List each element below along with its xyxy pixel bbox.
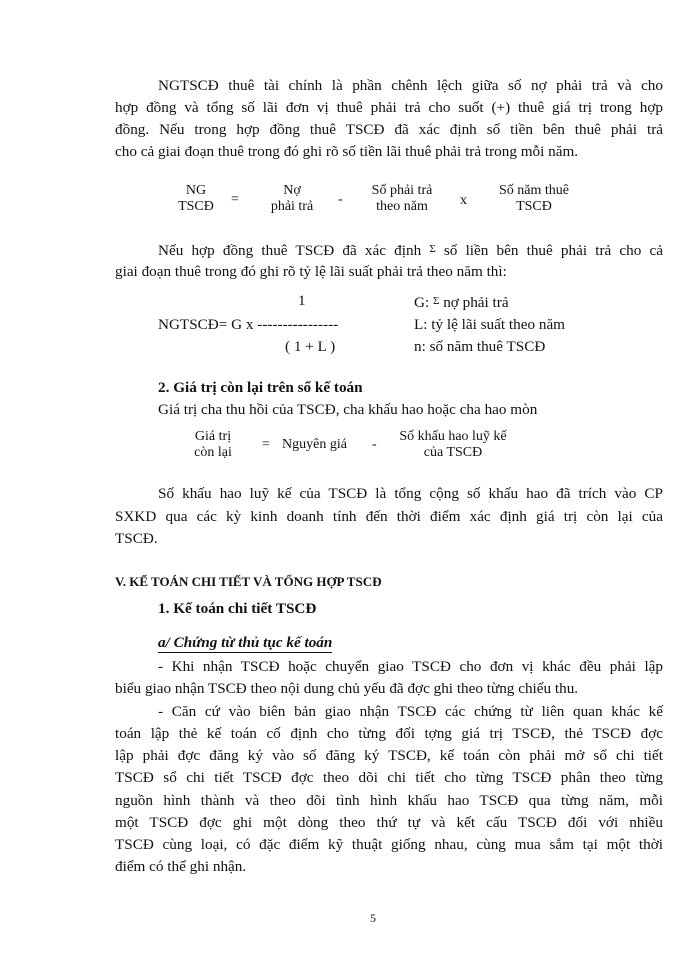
sectionV-line-8: một TSCĐ đợc ghi một dòng theo thứ tự và kết cấu TSCĐ đối với nhiều xyxy=(115,814,663,831)
sectionV-line-6: TSCĐ sổ chi tiết TSCĐ đợc theo dõi chi tiết cho từng TSCĐ phân theo từng xyxy=(115,769,663,786)
formula1-term1-bottom: phải trả xyxy=(270,199,314,214)
formula3-lhs-top: Giá trị xyxy=(194,429,232,444)
section2-heading: 2. Giá trị còn lại trên sổ kế toán xyxy=(158,379,363,396)
para3-line-2: SXKD qua các kỳ kinh doanh tính đến thời điểm xác định giá trị còn lại của xyxy=(115,508,663,525)
intro-line-1: NGTSCĐ thuê tài chính là phần chênh lệch giữa số nợ phải trả và cho xyxy=(158,77,663,94)
section2-subline: Giá trị cha thu hồi của TSCĐ, cha khấu hao hoặc cha hao mòn xyxy=(158,401,538,418)
formula2-numerator: 1 xyxy=(298,292,306,309)
formula1-term3-bottom: TSCĐ xyxy=(516,199,552,214)
formula2-main: NGTSCĐ= G x ---------------- xyxy=(158,316,339,333)
page-number: 5 xyxy=(370,911,376,925)
formula2-legend-g: G: Σ nợ phải trả xyxy=(414,294,509,311)
sectionV-suba: a/ Chứng từ thủ tục kế toán xyxy=(158,634,333,651)
formula1-term2-top: Số phải trả xyxy=(371,183,433,198)
formula1-equals: = xyxy=(231,192,239,207)
sigma-symbol: Σ xyxy=(429,243,436,255)
formula1-term3-top: Số năm thuê xyxy=(499,183,569,198)
sigma-symbol: Σ xyxy=(432,295,440,307)
formula1-lhs-bottom: TSCĐ xyxy=(178,199,214,214)
formula3-term1: Nguyên giá xyxy=(282,437,347,452)
intro-line-3: đồng. Nếu trong hợp đồng thuê TSCĐ đã xác định số tiền bên thuê phải trả xyxy=(115,121,663,138)
formula2-denominator: ( 1 + L ) xyxy=(285,338,336,355)
para2-line-1: Nếu hợp đồng thuê TSCĐ đã xác định Σ số liền bên thuê phải trả cho cả xyxy=(158,242,663,259)
sectionV-line-1: - Khi nhận TSCĐ hoặc chuyển giao TSCĐ cho đơn vị khác đều phải lập xyxy=(158,658,663,675)
formula3-minus: - xyxy=(372,437,377,452)
formula1-minus: - xyxy=(338,192,343,207)
para3-line-1: Số khấu hao luỹ kế của TSCĐ là tổng cộng số khấu hao đã trích vào CP xyxy=(158,485,663,502)
formula1-term1-top: Nợ xyxy=(283,183,301,198)
formula3-lhs-bottom: còn lại xyxy=(194,445,232,460)
intro-line-2: hợp đồng và tổng số lãi đơn vị thuê phải trả cho suốt (+) thuê giá trị trong hợp xyxy=(115,99,663,116)
formula3-equals: = xyxy=(262,437,270,452)
sectionV-sub1: 1. Kế toán chi tiết TSCĐ xyxy=(158,600,317,617)
formula3-term2-bottom: của TSCĐ xyxy=(423,445,483,460)
formula2-legend-n: n: số năm thuê TSCĐ xyxy=(414,338,546,355)
formula3-term2-top: Số khấu hao luỹ kế xyxy=(399,429,507,444)
sectionV-line-3: - Căn cứ vào biên bản giao nhận TSCĐ các chứng từ liên quan khác kế xyxy=(158,703,663,720)
sectionV-line-2: biểu giao nhận TSCĐ theo nội dung chủ yếu đã đợc ghi theo từng chiếu thu. xyxy=(115,680,579,697)
sectionV-line-7: nguồn hình thành và theo dõi tình hình khấu hao TSCĐ qua từng năm, mỗi xyxy=(115,792,663,809)
formula1-lhs-top: NG xyxy=(185,183,207,198)
formula1-term2-bottom: theo năm xyxy=(376,199,428,214)
sectionV-heading: V. KẾ TOÁN CHI TIẾT VÀ TỔNG HỢP TSCĐ xyxy=(115,574,382,589)
formula2-legend-l: L: tỷ lệ lãi suất theo năm xyxy=(414,316,565,333)
sectionV-line-5: lập phải đợc đăng ký vào sổ đăng ký TSCĐ, kế toán còn phải mở sổ chi tiết xyxy=(115,747,663,764)
formula1-times: x xyxy=(460,193,467,208)
para2-line-2: giai đoạn thuê trong đó ghi rõ tỷ lệ lãi suất phải trả theo năm thì: xyxy=(115,263,507,280)
para3-line-3: TSCĐ. xyxy=(115,530,158,547)
intro-line-4: cho cả giai đoạn thuê trong đó ghi rõ số tiền lãi thuê phải trả trong mỗi năm. xyxy=(115,143,579,160)
sectionV-line-10: điểm có thể ghi nhận. xyxy=(115,858,247,875)
sectionV-line-9: TSCĐ cùng loại, có đặc điểm kỹ thuật giống nhau, cùng mua sắm tại một thời xyxy=(115,836,663,853)
sectionV-line-4: toán lập thẻ kế toán cố định cho từng đối tợng giá trị TSCĐ, thẻ TSCĐ đợc xyxy=(115,725,663,742)
